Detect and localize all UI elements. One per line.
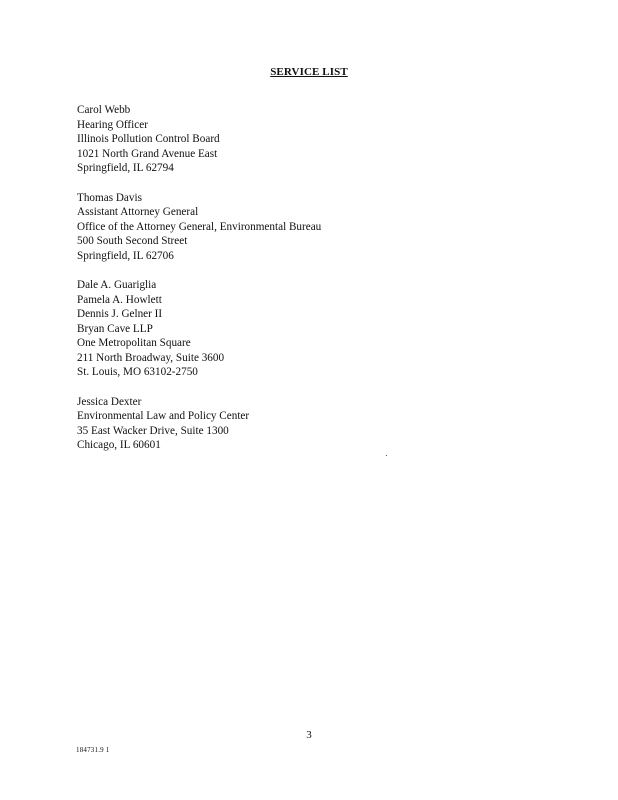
entry-line: Chicago, IL 60601 (77, 439, 161, 451)
entry-line: St. Louis, MO 63102-2750 (77, 366, 198, 378)
entry-line: Carol Webb (77, 104, 131, 116)
entry-line: Dale A. Guariglia (77, 279, 157, 291)
entry-line: 500 South Second Street (77, 235, 188, 247)
entry-line: Springfield, IL 62794 (77, 162, 174, 174)
entry-line: Pamela A. Howlett (77, 293, 162, 306)
entry-line: One Metropolitan Square (77, 337, 191, 349)
service-entry-webb (77, 103, 537, 176)
entry-line: Jessica Dexter (77, 395, 142, 408)
entry-line: 35 East Wacker Drive, Suite 1300 (77, 424, 229, 437)
document-id: 184731.9 1 (76, 746, 110, 754)
service-entry-bryan-cave (77, 278, 537, 380)
entry-line: Hearing Officer (77, 118, 148, 131)
scan-speck (386, 455, 387, 456)
service-entry-davis (77, 191, 537, 264)
entry-line: Office of the Attorney General, Environmental Bureau (77, 220, 322, 233)
entry-line: Dennis J. Gelner II (77, 308, 163, 320)
entry-line: 211 North Broadway, Suite 3600 (77, 351, 225, 364)
entry-line: 1021 North Grand Avenue East (77, 147, 218, 160)
entry-line: Illinois Pollution Control Board (77, 133, 220, 145)
entry-line: Environmental Law and Policy Center (77, 410, 250, 422)
entry-line: Thomas Davis (77, 191, 142, 204)
service-entry-dexter (77, 395, 537, 453)
page-number: 3 (306, 729, 312, 741)
entry-line: Springfield, IL 62706 (77, 249, 174, 262)
page-title: SERVICE LIST (270, 66, 348, 78)
service-list (77, 103, 537, 468)
entry-line: Bryan Cave LLP (77, 322, 153, 335)
entry-line: Assistant Attorney General (77, 206, 199, 218)
